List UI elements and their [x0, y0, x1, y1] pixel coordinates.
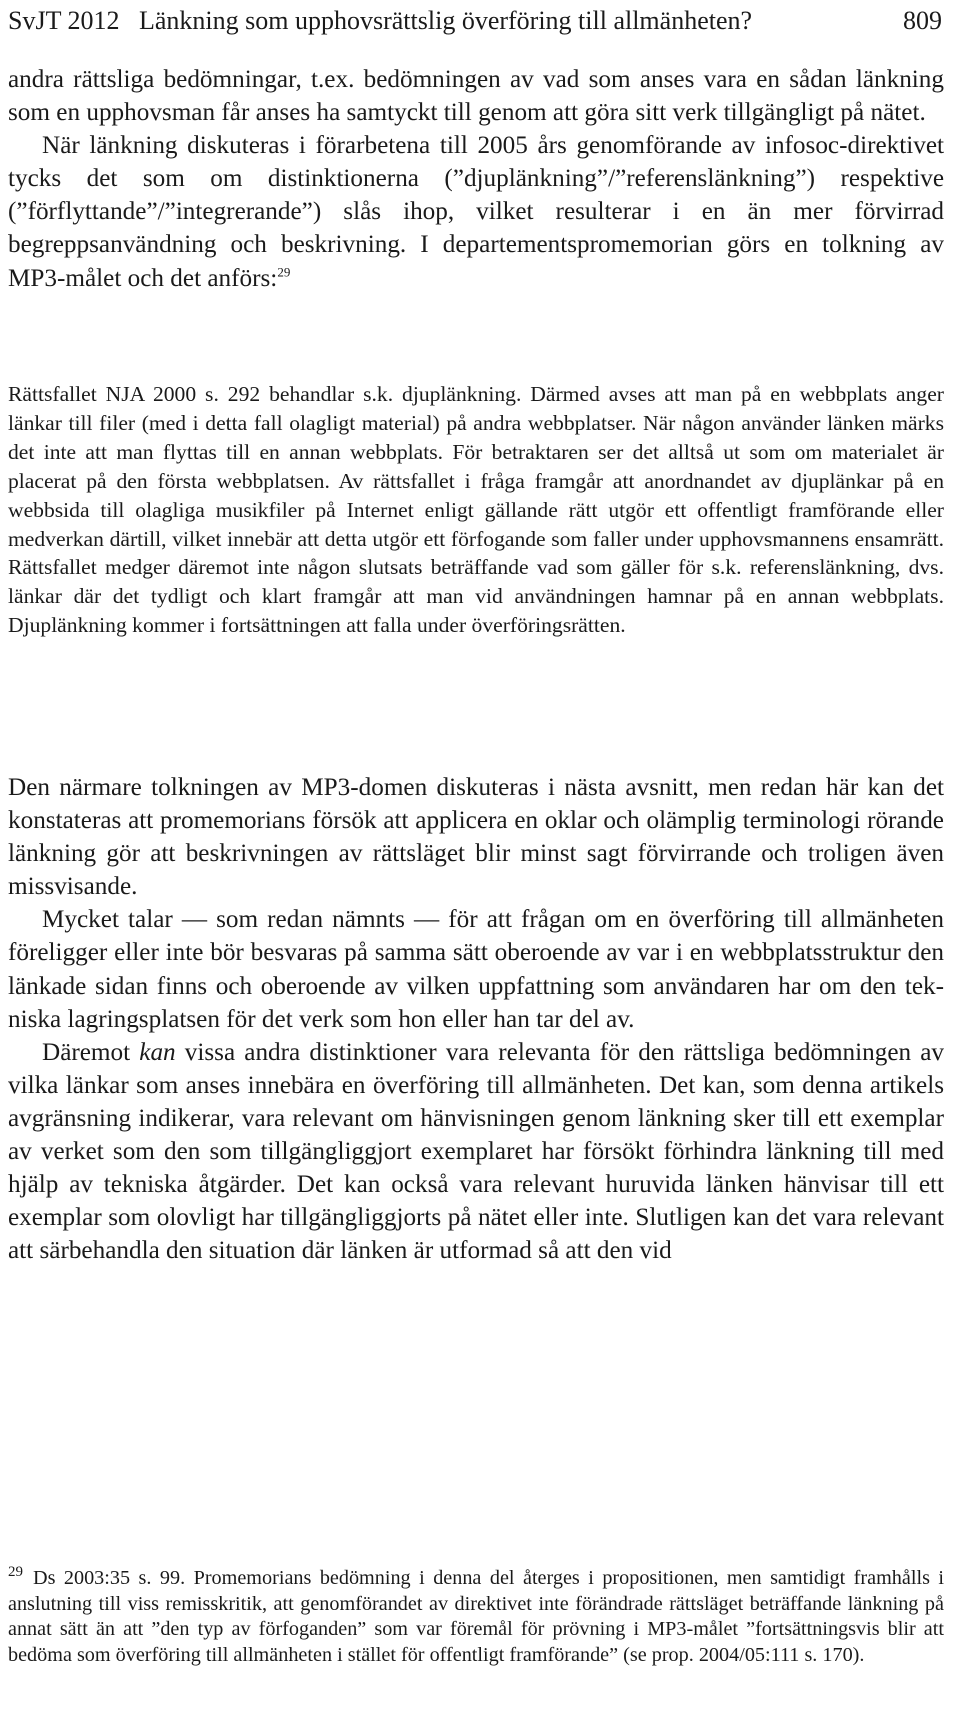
- footnote-text: Ds 2003:35 s. 99. Promemorians bedömning i denna del återges i propositionen, men samtidigt framhålls i anslutning till viss remisskritik, att genomförandet av direktivet inte förändrade rättsläget beträffande länkning på annat sätt än att ”den typ av förfoganden” som var föremål för prövning i MP3-målet ”fortsättningsvis blir att bedöma som överföring till allmänheten i stället för offentligt framförande” (se prop. 2004/05:111 s. 170).: [8, 1567, 944, 1666]
- paragraph-daremot-rest: vissa andra distinktioner vara relevanta för den rättsliga bedömningen av vilka länkar som anses innebära en överföring till allmänheten. Det kan, som denna artikels avgränsning indikerar, vara relevant om hänvisningen genom länkning sker till ett exemplar av verket som den som tillgängliggjort exemplaret har försökt förhindra länkning till med hjälp av tekniska åtgärder. Det kan också vara relevant huruvida länken hänvisar till ett exemplar som olovligt har tillgängliggjorts på nätet eller inte. Slutligen kan det vara relevant att särbehandla den situation där länken är utformad så att den vid: [8, 1038, 945, 1265]
- running-title: Länkning som upphovsrättslig överföring till allmänheten?: [139, 6, 753, 35]
- paragraph-mp3-tolkning: Den närmare tolkningen av MP3-domen diskuteras i nästa avsnitt, men redan här kan det konstateras att promemorians försök att applicera en oklar och olämplig terminologi rörande länkning gör att beskrivningen av rättsläget blir minst sagt förvirrande och troligen även missvisande.: [8, 774, 944, 901]
- paragraph-mycket-talar: Mycket talar — som redan nämnts — för att frågan om en överföring till allmänheten föreligger eller inte bör besvaras på samma sätt oberoende av var i en webbplatsstruktur den länkade sidan finns och oberoende av vilken uppfattning som användaren har om den tekniska lagringsplatsen för det verk som hon eller han tar del av.: [8, 906, 944, 1033]
- emphasis-kan: kan: [139, 1038, 176, 1066]
- running-header: [8, 4, 942, 38]
- block-quote-text: Rättsfallet NJA 2000 s. 292 behandlar s.k. djuplänkning. Därmed avses att man på en webbplats anger länkar till filer (med i detta fall olagligt material) på andra webbplatser. När någon använder länken märks det inte att man flyttas till en annan webbplats. För betraktaren ser det alltså ut som om materialet är placerat på den första webbplatsen. Av rättsfallet i fråga framgår att anordnandet av djuplänkar på en webbsida till olagliga musikfiler på Internet enligt gällande rätt utgör ett offentligt framförande eller medverkan därtill, vilket innebär att detta utgör ett förfogande som faller under upphovsmannens ensamrätt. Rättsfallet medger däremot inte någon slutsats beträffande vad som gäller för s.k. referenslänkning, dvs. länkar där det tydligt och klart framgår att man vid användningen hamnar på en annan webbplats. Djuplänkning kommer i fortsättningen att falla under överföringsrätten.: [8, 382, 944, 638]
- paragraph-forarbeten-text: När länkning diskuteras i förarbetena till 2005 års genomförande av infosoc-direktivet tycks det som om distinktionerna (”djuplänkning”/”referenslänkning”) respektive (”förflyttande”/”integrerande”) slås ihop, vilket resulterar i en än mer förvirrad begreppsanvändning och beskrivning. I departementspromemorian görs en tolkning av MP3-målet och det anförs:: [8, 132, 944, 292]
- body-section-1: [8, 63, 944, 295]
- footnote-29: [8, 1566, 944, 1668]
- footnote-text-block: [8, 1566, 944, 1668]
- footnote-reference: 29: [277, 264, 291, 280]
- paragraph-daremot: [8, 1036, 944, 1268]
- footnote-number: 29: [8, 1564, 23, 1581]
- page-number: 809: [903, 6, 942, 35]
- body-section-2: [8, 771, 944, 1267]
- block-quote: [8, 380, 944, 640]
- journal-name: SvJT 2012: [8, 6, 120, 35]
- paragraph-daremot-start: Däremot: [42, 1038, 140, 1066]
- paragraph-continuation: andra rättsliga bedömningar, t.ex. bedömningen av vad som anses vara en sådan länkning som en upphovsman får anses ha samtyckt till genom att göra sitt verk tillgängligt på nätet.: [8, 66, 944, 127]
- paragraph-forarbeten: [8, 129, 944, 294]
